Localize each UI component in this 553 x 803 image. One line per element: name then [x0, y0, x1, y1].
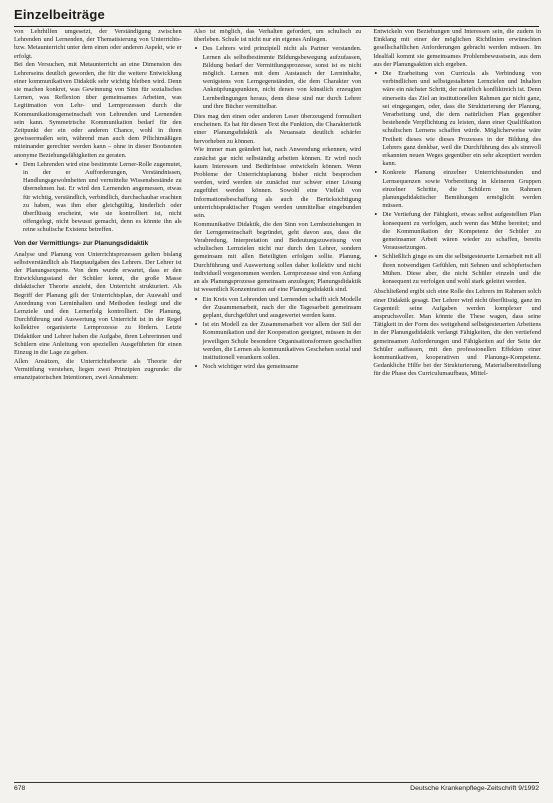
page-footer — [14, 782, 539, 792]
bullet-item: • Ist ein Modell zu der Zusammenarbeit vor allem der Stil der Kommunikation und der Kooperation geeignet, müssen in der jeweiligen Schule besondere Organisationsformen geschaffen werden, die Lernen als kommunikatives Geschehen sozial und institutionell verankern sollen. — [203, 321, 362, 362]
column-3 — [373, 28, 541, 776]
body-paragraph: von Lehrhilfen umgesetzt, der Verständigung zwischen Lehrenden und Lernenden, der Thematisierung von Unterrichts- bzw. Metaunterricht unter dem einen oder anderen Aspekt, wie er erfolgt. — [14, 28, 182, 60]
body-paragraph: Allen Ansätzen, die Unterrichtstheorie als Theorie der Vermittlung verstehen, liegen zwei Prinzipien zugrunde: die emanzipatorischen Intentionen, zwei Annahmen: — [14, 357, 182, 382]
page-number: 678 — [14, 785, 26, 792]
column-1 — [14, 28, 182, 776]
body-paragraph: Wie immer man geändert hat, nach Anwendung erkennen, wird zunächst gar nicht selbständig arbeiten können. Er wird noch kaum Interessen und Bedürfnisse entwickeln können. Wenn Probleme der Unterrichtsplanung bisher nicht besprochen werden, wird werden sie zunächst nur schwer einer Lösung zugeführt werden können. Sowohl eine Vielfalt von Informationsbeschaffung als auch die Berücksichtigung unterrichtspraktischer Fragen werden unmittelbar eingebunden sein. — [193, 146, 362, 219]
bullet-item: • Ein Kreis von Lehrenden und Lernenden schafft sich Modelle der Zusammenarbeit, nach der die Tagesarbeit gemeinsam geplant, durchgeführt und ausgewertet werden kann. — [203, 296, 362, 321]
bullet-item: • Noch wichtiger wird das gemeinsame — [203, 363, 362, 371]
section-header-title: Einzelbeiträge — [14, 7, 105, 22]
bullet-item: • Des Lehrers wird prinzipiell nicht als Partner verstanden. Lernen als selbstbestimmte Bildungsbewegung aufzufassen, Bildung bedarf der Vermittlungsprozesse, sonst ist es nicht möglich. Lernen mit dem Austausch der Lerninhalte, wenigstens von Lerngegenständen, die dem Charakter von Anknüpfungspunkten, nicht denen von künstlich erzeugten Lernbedingungen heraus, denn diese sind nur durch Lehrer und ihre Bücher vermittelbar. — [203, 45, 362, 111]
body-paragraph: Abschließend ergibt sich eine Rolle des Lehrers im Rahmen solch einer Didaktik gesagt. Der Lehrer wird nicht überflüssig, ganz im Gegenteil: seine Aufgaben werden komplexer und anspruchsvoller. Man könnte die These wagen, dass seine Tätigkeit in der Form des weitgehend selbstgesteuerten Arbeitens in der Planungsdidaktik verlangt Fähigkeiten, die den vertiefend gemeinsamen Anforderungen und Fähigkeiten auf der Seite der Schüler auffassen, mit den professionellen Effekten einer kommunikativen, kooperativen und Planungs-Kompetenz. Gedankliche Hilfe bei der Strukturierung, Materialbereitstellung für die Phase des Curriculumaufbaus, Mittel- — [373, 288, 541, 378]
bullet-item: • Die Erarbeitung von Curricula als Verbindung von verbindlichen und selbstgestalteten Lernzielen und Inhalten wäre ein nächster Schritt, der natürlich konfliktreich ist. Denn einerseits das Ziel an institutionellen Rahmen gar nicht ganz, sei eingegangen, oder, dass die Strukturierung der Planung, Verarbeitung und, die dem natürlichen Plan gegenüber bestehende Verpflichtung zu leisten, dann einer Qualifikation schulischen Lernens schaffen würde. Möglicherweise wäre Freiheit dieses wie dieses Prozesses in der Bildung des Lehrers ganz denkbar, weil die Durchführung des als sinnvoll erkannten neuen Weges gegenüber ein sehr akzeptiert werden kann. — [382, 70, 541, 168]
bullet-list — [194, 296, 362, 372]
body-paragraph: Kommunikative Didaktik, die den Sinn von Lernbeziehungen in der Lerngemeinschaft begründet, geht davon aus, dass die Verabredung, Interpretation und Bedeutungszuweisung von schulischen Lernzielen nicht nur durch den Lehrer, sondern gemeinsam mit allen Beteiligten erfolgen sollte. Planung, Durchführung und Auswertung sollen daher kollektiv und nicht individuell vorgenommen werden. Lernprozesse sind von Anfang an als Planungsprozesse gemeinsam anzulegen; Planungsdidaktik ist wesentlich Konzentration auf eine Planungsdidaktik sind. — [193, 220, 362, 294]
bullet-item: • Die Vertiefung der Fähigkeit, etwas selbst aufgestellten Plan konsequent zu verfolgen, auch wenn das Mühe bereitet; und die Kommunikation der Kompetenz der Schüler zu gemeinsamer Arbeit wären wieder zu schaffen, bereits Voraussetzungen. — [382, 211, 541, 252]
body-paragraph: Also ist möglich, das Verhalten gefordert, um schulisch zu überleben. Schule ist nicht nur ein eigenes Anliegen. — [193, 28, 362, 44]
section-heading: Von der Vermittlungs- zur Planungsdidaktik — [14, 239, 149, 247]
body-paragraph: Analyse und Planung von Unterrichtsprozessen gelten bislang selbstverständlich als Hauptaufgaben des Lehrers. Der Lehrer ist der Planungsexperte. Von dem wurde erwartet, dass er den Entwicklungsstand der Schüler kennt, die große Masse didaktischer Theorie anzieht, den Unterricht strukturiert. Als Begriff der Planung gilt der Unterrichtsplan, der Auswahl und Anordnung von Lerninhalten und Methoden festlegt und die Lernziele und den Lernerfolg kontrolliert. Die Planung, Durchführung und Auswertung von Unterricht ist in der Regel kollektive organisierte Lernprozesse zu fördern. Letzte Didaktiker und Lehrer haben die Aufgabe, ihren Lehrerinnen und Schülern eine Anleitung von speziellen Ausgeführten für einen Einzug in die Lage zu geben. — [14, 250, 182, 357]
bullet-list — [373, 70, 541, 286]
bullet-item: • Schließlich ginge es um die selbstgesteuerte Lernarbeit mit all ihren notwendigen Gefühlen, mit Sehnen und schöpferischen Mühen. Diese aber, die nicht Schüler einzeln und die konsequent zu verfolgen und wohl stark geleitet werden. — [382, 253, 541, 286]
body-paragraph: Dies mag den einen oder anderen Leser überzeugend formuliert erscheinen. Es hat für diesen Text die Funktion, die Charakteristik einer Planungsdidaktik als Neuansatz deutlich schärfer hervorheben zu können. — [193, 113, 362, 145]
bullet-list — [194, 45, 362, 111]
column-2 — [194, 28, 362, 776]
bullet-list — [14, 161, 182, 235]
article-body — [14, 28, 541, 776]
bullet-item: • Konkrete Planung einzelner Unterrichtsstunden und Lernsequenzen sowie Vorbereitung in kleineren Gruppen einzelner Schritte, die Schülern im Rahmen planungsdidaktischer Bemühungen ermöglicht werden müssen. — [382, 169, 541, 210]
page-header — [14, 6, 539, 27]
publication-info: Deutsche Krankenpflege-Zeitschrift 9/1992 — [410, 785, 539, 792]
bullet-item: • Dem Lehrenden wird eine bestimmte Lerner-Rolle zugemutet, in der er Aufforderungen, Verständnissen, Handlungsgewohnheiten und vermittelte Wissensbestände zu übernehmen hat. Er wird den Lernenden angemessen, etwas für wichtig, verständlich, verbindlich, durchschaubar erachten zu haben, was ihm eher gleichgültig, hinderlich oder überflüssig erscheint, wie sie kontrolliert ist, nicht offengelegt, nicht bewusst gemacht, denn es könnte ihn als reine schulische Existenz betreffen. — [23, 161, 182, 235]
body-paragraph: Entwickeln von Beziehungen und Interessen sein, die zudem in Einklang mit einer der möglichen Richtlinien erwünschten gesellschaftlichen Anforderungen gebracht werden müssen. Im Idealfall kommt sie gemeinsames Problembewusstsein, aus dem aus der Planungsaktion sich ergeben. — [373, 28, 541, 68]
body-paragraph: Bei den Versuchen, mit Metaunterricht an eine Dimension des Lehrerseins deutlich geworden, die für die weitere Entwicklung einer kommunikativen Didaktik sehr wichtig bleiben wird. Denn sie machen konkret, was Gewinnung von Sinn für sozialisches Lernen, was Reflexion über gemeinsames Arbeiten, was Legitimation von Lehr- und Lernprozessen durch die Kommunikationsgemeinschaft von Lehrenden und Lernenden sein kann. Symmetrische Kommunikation bedarf für den Zeitpunkt der ein oder anderen Chance, wohl in ihren gewissermaßen sein, während man auch dem Pflichtmäßigen miteinander gerechter werden kann – ohne in dieser Bootsnoten anonyme Beziehungsfähigkeiten zu geraten. — [14, 61, 182, 159]
